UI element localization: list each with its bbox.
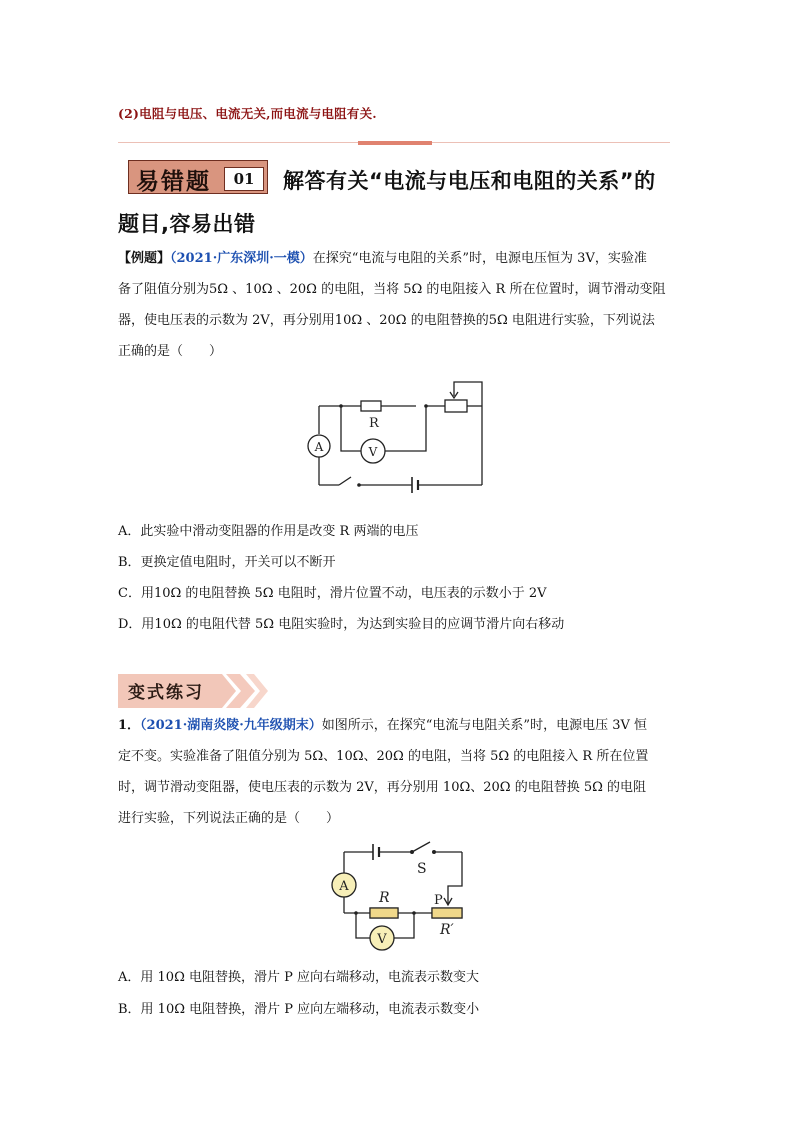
example-option-b: B．更换定值电阻时，开关可以不断开	[118, 555, 336, 570]
practice-source: （2021·湖南炎陵·九年级期末）	[140, 718, 322, 733]
voltmeter-label: V	[377, 932, 387, 947]
ammeter-label: A	[339, 879, 349, 894]
practice-option-b: B．用 10Ω 电阻替换，滑片 P 应向左端移动，电流表示数变小	[118, 1002, 480, 1017]
practice-line3: 时，调节滑动变阻器，使电压表的示数为 2V，再分别用 10Ω、20Ω 的电阻替换 5Ω 的电阻	[118, 780, 647, 795]
practice-banner-label: 变式练习	[128, 683, 204, 703]
example-circuit-diagram	[295, 378, 495, 500]
example-line3: 器，使电压表的示数为 2V，再分别用10Ω 、20Ω 的电阻替换的5Ω 电阻进行实验，下列说法	[118, 313, 655, 328]
voltmeter-label: V	[368, 445, 378, 459]
example-line2: 备了阻值分别为5Ω 、10Ω 、20Ω 的电阻，当将 5Ω 的电阻接入 R 所在位置时，调节滑动变阻	[118, 282, 666, 297]
section-title-line2: 题目,容易出错	[118, 212, 256, 236]
section-badge-number: 01	[224, 167, 264, 191]
ammeter-label: A	[314, 440, 324, 454]
example-line1: 在探究“电流与电阻的关系”时，电源电压恒为 3V，实验准	[312, 251, 647, 266]
practice-line4: 进行实验，下列说法正确的是（ ）	[118, 811, 340, 826]
practice-circuit-diagram	[322, 838, 472, 958]
example-option-d: D．用10Ω 的电阻代替 5Ω 电阻实验时，为达到实验目的应调节滑片向右移动	[118, 617, 565, 632]
example-option-c: C．用10Ω 的电阻替换 5Ω 电阻时，滑片位置不动，电压表的示数小于 2V	[118, 586, 547, 601]
example-label: 【例题】	[118, 251, 171, 266]
section-badge-label: 易错题	[136, 168, 211, 195]
divider-accent	[358, 141, 432, 145]
practice-option-a: A．用 10Ω 电阻替换，滑片 P 应向右端移动，电流表示数变大	[118, 970, 479, 985]
practice-line2: 定不变。实验准备了阻值分别为 5Ω、10Ω、20Ω 的电阻，当将 5Ω 的电阻接入 R 所在位置	[118, 749, 649, 764]
switch-label: S	[417, 861, 427, 877]
tip-note: (2)电阻与电压、电流无关,而电流与电阻有关.	[118, 106, 377, 121]
resistor-label: R	[369, 416, 379, 431]
example-question	[118, 243, 678, 367]
slider-label: P	[434, 893, 443, 908]
practice-banner	[118, 674, 268, 708]
practice-number: 1．	[118, 718, 141, 733]
example-line4: 正确的是（ ）	[118, 344, 223, 359]
resistor-label: R	[379, 890, 390, 906]
practice-question	[118, 710, 678, 834]
practice-line1: 如图所示，在探究“电流与电阻关系”时，电源电压 3V 恒	[321, 718, 647, 733]
example-option-a: A．此实验中滑动变阻器的作用是改变 R 两端的电压	[118, 524, 419, 539]
example-source: （2021·广东深圳·一模）	[170, 251, 313, 266]
section-title-line1: 解答有关“电流与电压和电阻的关系”的	[283, 169, 656, 193]
rheostat-label: R′	[440, 922, 454, 938]
